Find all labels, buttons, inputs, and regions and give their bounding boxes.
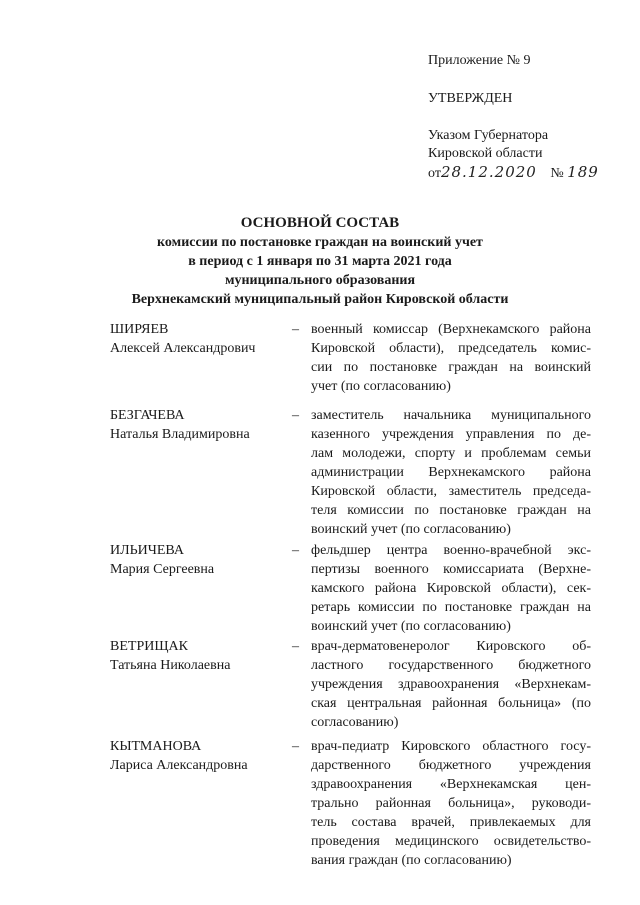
member-role bbox=[311, 320, 591, 396]
member-surname: ВЕТРИЩАК bbox=[110, 639, 188, 654]
member-surname: КЫТМАНОВА bbox=[110, 739, 202, 754]
member-role bbox=[311, 737, 591, 870]
date-prefix: от bbox=[428, 166, 441, 181]
title-line-4: Верхнекамский муниципальный район Кировской области bbox=[131, 292, 509, 307]
member-given-name: Алексей Александрович bbox=[110, 341, 256, 356]
member-name bbox=[110, 320, 290, 358]
title-line-2: в период с 1 января по 31 марта 2021 года bbox=[188, 254, 452, 269]
dash: – bbox=[292, 322, 299, 337]
title-line-3: муниципального образования bbox=[224, 273, 416, 288]
role-line: казенного учреждения управления по де- bbox=[311, 427, 591, 442]
appendix-label: Приложение № 9 bbox=[428, 53, 531, 68]
member-name bbox=[110, 406, 290, 444]
role-line: теля комиссии по постановке граждан на bbox=[311, 503, 591, 518]
role-line: воинский учет (по согласованию) bbox=[311, 619, 511, 634]
member-given-name: Татьяна Николаевна bbox=[110, 658, 231, 673]
role-line: дарственного бюджетного учреждения bbox=[311, 758, 591, 773]
member-surname: ИЛЬИЧЕВА bbox=[110, 543, 184, 558]
member-role bbox=[311, 637, 591, 732]
dash: – bbox=[292, 739, 299, 754]
role-line: врач-педиатр Кировского областного госу- bbox=[311, 739, 591, 754]
role-line: проведения медицинского освидетельство- bbox=[311, 834, 591, 849]
decree-line-1: Указом Губернатора bbox=[428, 128, 549, 143]
role-line: здравоохранения «Верхнекамская цен- bbox=[311, 777, 591, 792]
role-line: администрации Верхнекамского района bbox=[311, 465, 591, 480]
approval-header bbox=[428, 52, 599, 183]
dash: – bbox=[292, 408, 299, 423]
number-sign: № bbox=[550, 166, 564, 181]
role-line: Кировской области, заместитель председа- bbox=[311, 484, 591, 499]
document-title bbox=[0, 214, 640, 309]
dash: – bbox=[292, 639, 299, 654]
title-line-1: комиссии по постановке граждан на воинский учет bbox=[157, 235, 483, 250]
decree-date-line bbox=[428, 163, 599, 183]
role-line: согласованию) bbox=[311, 715, 399, 730]
member-role bbox=[311, 406, 591, 539]
title-main: ОСНОВНОЙ СОСТАВ bbox=[240, 215, 400, 231]
role-line: камского района Кировской области), сек- bbox=[311, 581, 591, 596]
member-given-name: Лариса Александровна bbox=[110, 758, 248, 773]
role-line: учет (по согласованию) bbox=[311, 379, 451, 394]
role-line: пертизы военного комиссариата (Верхне- bbox=[311, 562, 591, 577]
role-line: ластного государственного бюджетного bbox=[311, 658, 591, 673]
member-surname: ШИРЯЕВ bbox=[110, 322, 169, 337]
member-given-name: Мария Сергеевна bbox=[110, 562, 215, 577]
role-line: сии по постановке граждан на воинский bbox=[311, 360, 591, 375]
role-line: ская центральная районная больница» (по bbox=[311, 696, 591, 711]
member-role bbox=[311, 541, 591, 636]
member-name bbox=[110, 637, 290, 675]
role-line: трально районная больница», руководи- bbox=[311, 796, 591, 811]
role-line: лам молодежи, спорту и проблемам семьи bbox=[311, 446, 591, 461]
member-surname: БЕЗГАЧЕВА bbox=[110, 408, 185, 423]
role-line: вания граждан (по согласованию) bbox=[311, 853, 512, 868]
role-line: военный комиссар (Верхнекамского района bbox=[311, 322, 591, 337]
role-line: Кировской области), председатель комис- bbox=[311, 341, 591, 356]
decree-line-2: Кировской области bbox=[428, 146, 543, 161]
role-line: фельдшер центра военно-врачебной экс- bbox=[311, 543, 591, 558]
dash: – bbox=[292, 543, 299, 558]
role-line: тель состава врачей, привлекаемых для bbox=[311, 815, 591, 830]
member-given-name: Наталья Владимировна bbox=[110, 427, 250, 442]
handwritten-date: 28.12.2020 bbox=[440, 163, 537, 181]
role-line: врач-дерматовенеролог Кировского об- bbox=[311, 639, 591, 654]
handwritten-number: 189 bbox=[567, 163, 599, 181]
role-line: ретарь комиссии по постановке граждан на bbox=[311, 600, 591, 615]
role-line: воинский учет (по согласованию) bbox=[311, 522, 511, 537]
approved-label: УТВЕРЖДЕН bbox=[428, 91, 513, 106]
member-name bbox=[110, 737, 290, 775]
role-line: учреждения здравоохранения «Верхнекам- bbox=[311, 677, 591, 692]
member-name bbox=[110, 541, 290, 579]
role-line: заместитель начальника муниципального bbox=[311, 408, 591, 423]
